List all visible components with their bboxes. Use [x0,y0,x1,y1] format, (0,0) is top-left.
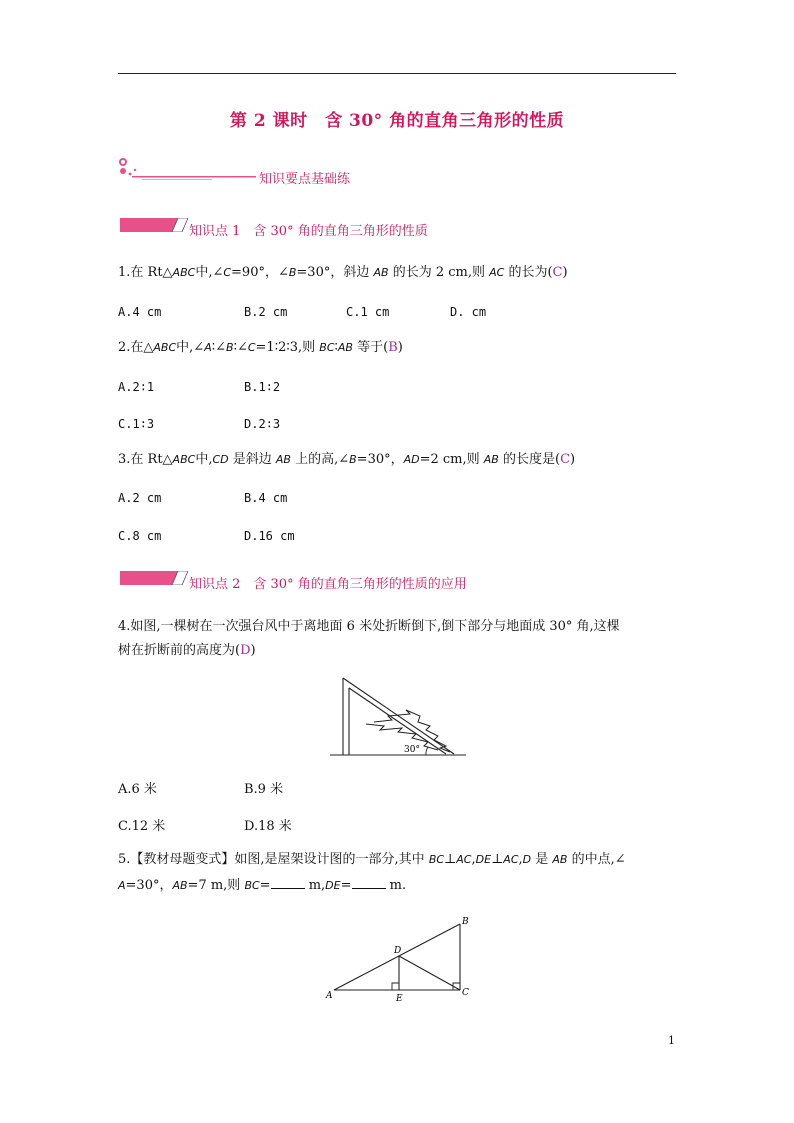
question-4-line-2: 树在折断前的高度为(D) [118,643,256,658]
answer-3: C [560,452,571,467]
q3-option-a: A.2 cm [118,491,162,505]
q4-option-d: D.18 米 [244,819,292,834]
page-title: 第 2 课时 含 30° 角的直角三角形的性质 [229,111,565,131]
angle-label: 30° [404,745,420,755]
section-label: 知识要点基础练 [259,172,351,187]
answer-blank-de [352,877,386,889]
roof-truss-figure [322,914,476,1006]
knowledge-point-bar-icon [120,218,188,232]
question-1: 1.在 Rt△ABC中,∠C=90°，∠B=30°，斜边 AB 的长为 2 cm,则 AC 的长为(C) [118,265,568,280]
knowledge-point-bar-icon [120,571,188,585]
top-rule [118,73,676,74]
question-2: 2.在△ABC中,∠A∶∠B∶∠C=1∶2∶3,则 BC∶AB 等于(B) [118,340,403,355]
q1-option-a: A.4 cm [118,305,162,319]
knowledge-point-1: 知识点 1 含 30° 角的直角三角形的性质 [189,224,428,239]
q1-option-c: C.1 cm [346,305,390,319]
label-e: E [396,994,403,1004]
answer-1: C [552,265,563,280]
answer-4: D [240,643,251,658]
q2-option-c: C.1∶3 [118,417,155,431]
q2-option-b: B.1∶2 [244,380,281,394]
q4-option-c: C.12 米 [118,819,166,834]
q1-option-d: D. cm [450,305,487,319]
label-a: A [326,991,333,1001]
tree-figure [326,674,470,760]
label-b: B [462,917,469,927]
q4-option-a: A.6 米 [118,782,157,797]
answer-blank-bc [271,877,305,889]
q1-option-b: B.2 cm [244,305,288,319]
q3-option-c: C.8 cm [118,529,162,543]
q3-option-d: D.16 cm [244,529,295,543]
question-5-line-1: 5.【教材母题变式】如图,是屋架设计图的一部分,其中 BC⊥AC,DE⊥AC,D 是 AB 的中点,∠ [118,852,626,867]
q2-option-a: A.2∶1 [118,380,155,394]
answer-2: B [388,340,398,355]
q4-option-b: B.9 米 [244,782,284,797]
q2-option-d: D.2∶3 [244,417,281,431]
knowledge-point-2: 知识点 2 含 30° 角的直角三角形的性质的应用 [189,577,467,592]
question-3: 3.在 Rt△ABC中,CD 是斜边 AB 上的高,∠B=30°，AD=2 cm,则 AB 的长度是(C) [118,452,576,467]
page-number: 1 [668,1034,675,1047]
question-4-line-1: 4.如图,一棵树在一次强台风中于离地面 6 米处折断倒下,倒下部分与地面成 30° 角,这棵 [118,619,620,634]
section-decoration-icon [118,157,258,185]
label-c: C [462,988,469,998]
label-d: D [394,946,402,956]
question-5-line-2: A=30°，AB=7 m,则 BC= m,DE= m. [118,878,407,893]
q3-option-b: B.4 cm [244,491,288,505]
